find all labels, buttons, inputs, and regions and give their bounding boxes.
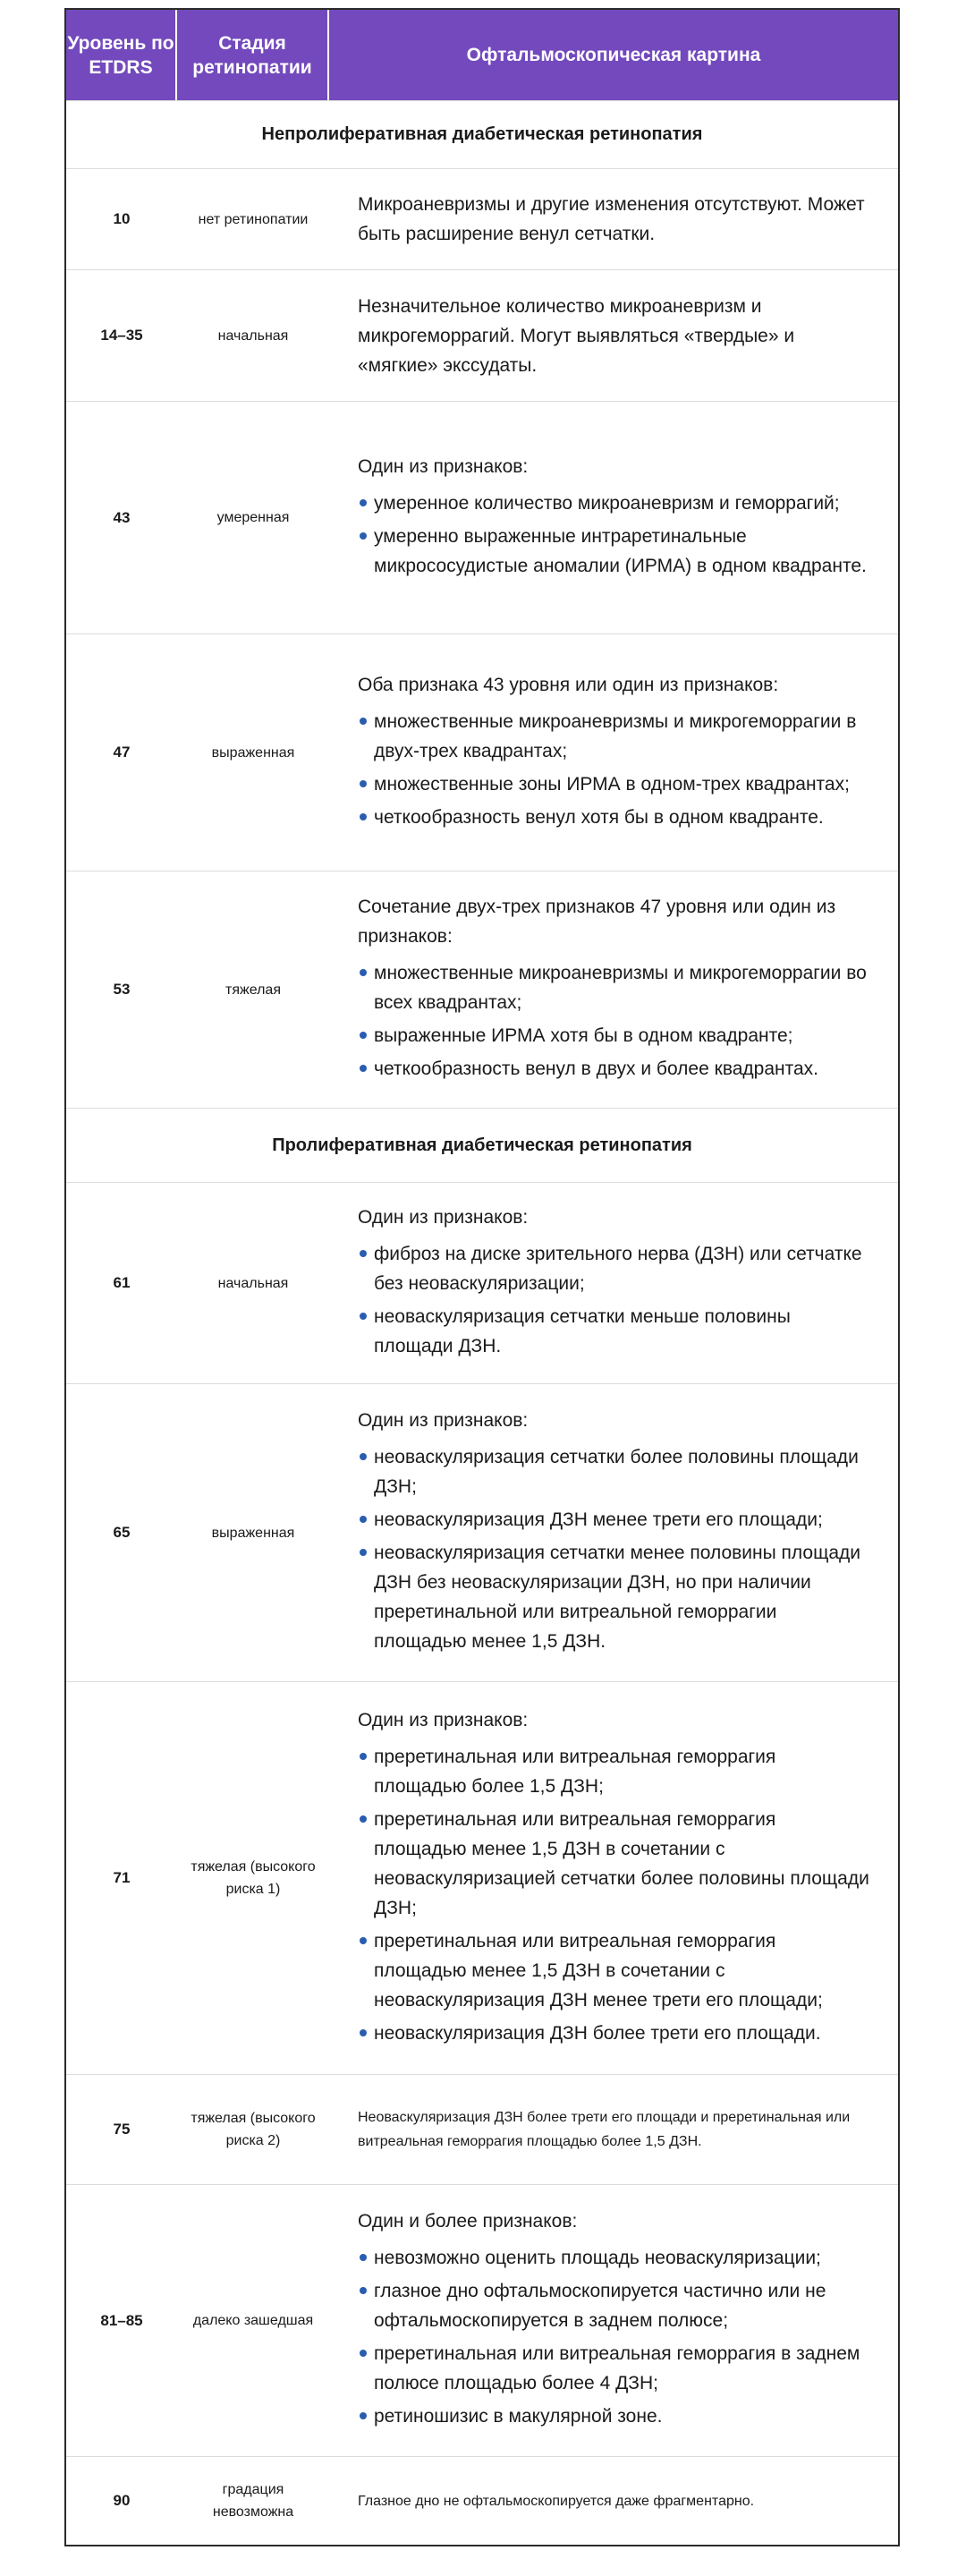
retinopathy-stage: тяжелая (высокого риска 2) — [191, 2111, 316, 2148]
etdrs-level: 75 — [113, 2121, 131, 2138]
list-item: неоваскуляризация сетчатки менее половины площади ДЗН без неоваскуляризации ДЗН, но при наличии преретинальной или витреальной геморрагии площадью менее 1,5 ДЗН. — [374, 1538, 871, 1656]
description-text: Один из признаков: — [358, 455, 529, 477]
table-row — [66, 871, 898, 1108]
description-text: Неоваскуляризация ДЗН более трети его площади и преретинальная или витреальная геморрагия площадью более 1,5 ДЗН. — [358, 2110, 851, 2149]
description-text: Один и более признаков: — [358, 2211, 578, 2232]
etdrs-level: 71 — [113, 1869, 131, 1886]
list-item: ретиношизис в макулярной зоне. — [374, 2402, 871, 2431]
retinopathy-stage: далеко зашедшая — [192, 2313, 314, 2328]
list-item: невозможно оценить площадь неоваскуляризации; — [374, 2243, 871, 2273]
retinopathy-stage: выраженная — [211, 1525, 295, 1541]
list-item: умеренное количество микроаневризм и геморрагий; — [374, 489, 871, 518]
table-row — [66, 2074, 898, 2184]
table-body — [66, 100, 898, 2545]
etdrs-level: 90 — [113, 2492, 131, 2509]
description-text: Один из признаков: — [358, 1709, 529, 1730]
table-row — [66, 1182, 898, 1383]
sign-list — [358, 1442, 871, 1660]
list-item: умеренно выраженные интраретинальные микрососудистые аномалии (ИРМА) в одном квадранте. — [374, 522, 871, 581]
list-item: четкообразность венул в двух и более квадрантах. — [374, 1054, 871, 1084]
table-row — [66, 401, 898, 633]
etdrs-level: 65 — [113, 1524, 131, 1541]
description-text: Оба признака 43 уровня или один из признаков: — [358, 674, 779, 695]
ophthalmoscopic-picture — [329, 634, 898, 871]
section-heading: Непролиферативная диабетическая ретинопатия — [66, 100, 898, 168]
list-item: преретинальная или витреальная геморрагия площадью более 1,5 ДЗН; — [374, 1742, 871, 1801]
sign-list — [358, 2243, 871, 2435]
table-row — [66, 2456, 898, 2545]
etdrs-level: 53 — [113, 981, 131, 998]
list-item: множественные микроаневризмы и микрогеморрагии во всех квадрантах; — [374, 958, 871, 1017]
table-row — [66, 2184, 898, 2456]
table-row — [66, 633, 898, 871]
retinopathy-stage: градация невозможна — [212, 2482, 294, 2520]
list-item: преретинальная или витреальная геморрагия в заднем полюсе площадью более 4 ДЗН; — [374, 2339, 871, 2398]
ophthalmoscopic-picture — [329, 2457, 898, 2545]
sign-list — [358, 707, 871, 836]
table-row — [66, 168, 898, 269]
list-item: неоваскуляризация сетчатки более половины площади ДЗН; — [374, 1442, 871, 1501]
retinopathy-stage: начальная — [217, 327, 289, 344]
table-header — [66, 10, 898, 100]
sign-list — [358, 1239, 871, 1365]
ophthalmoscopic-picture — [329, 169, 898, 269]
description-text: Один из признаков: — [358, 1410, 529, 1431]
etdrs-level: 10 — [113, 210, 131, 227]
retinopathy-stage: тяжелая (высокого риска 1) — [191, 1859, 316, 1897]
etdrs-level: 47 — [113, 744, 131, 761]
retinopathy-stage: нет ретинопатии — [198, 211, 309, 227]
list-item: неоваскуляризация ДЗН менее трети его площади; — [374, 1505, 871, 1535]
ophthalmoscopic-picture — [329, 1183, 898, 1383]
sign-list — [358, 1742, 871, 2052]
table-row — [66, 1681, 898, 2074]
list-item: множественные зоны ИРМА в одном-трех квадрантах; — [374, 769, 871, 799]
table-row — [66, 1383, 898, 1681]
list-item: неоваскуляризация сетчатки меньше половины площади ДЗН. — [374, 1302, 871, 1361]
ophthalmoscopic-picture — [329, 871, 898, 1108]
list-item: четкообразность венул хотя бы в одном квадранте. — [374, 803, 871, 832]
ophthalmoscopic-picture — [329, 1682, 898, 2074]
list-item: неоваскуляризация ДЗН более трети его площади. — [374, 2019, 871, 2048]
retinopathy-table — [64, 8, 900, 2546]
list-item: преретинальная или витреальная геморрагия площадью менее 1,5 ДЗН в сочетании с неоваскуляризация ДЗН менее трети его площади; — [374, 1926, 871, 2015]
description-text: Незначительное количество микроаневризм и микрогеморрагий. Могут выявляться «твердые» и «мягкие» экссудаты. — [358, 295, 795, 376]
retinopathy-stage: умеренная — [216, 510, 290, 525]
list-item: фиброз на диске зрительного нерва (ДЗН) или сетчатке без неоваскуляризации; — [374, 1239, 871, 1298]
ophthalmoscopic-picture — [329, 402, 898, 633]
etdrs-level: 14–35 — [100, 327, 143, 344]
sign-list — [358, 489, 871, 584]
ophthalmoscopic-picture — [329, 2075, 898, 2184]
description-text: Сочетание двух-трех признаков 47 уровня или один из признаков: — [358, 897, 836, 947]
section-heading: Пролиферативная диабетическая ретинопатия — [66, 1108, 898, 1182]
header-stage: Стадия ретинопатии — [177, 10, 329, 100]
header-picture: Офтальмоскопическая картина — [466, 45, 761, 65]
ophthalmoscopic-picture — [329, 1384, 898, 1681]
retinopathy-stage: тяжелая — [225, 982, 281, 998]
description-text: Микроаневризмы и другие изменения отсутствуют. Может быть расширение венул сетчатки. — [358, 194, 865, 244]
list-item: преретинальная или витреальная геморрагия площадью менее 1,5 ДЗН в сочетании с неоваскуляризацией сетчатки более половины площади ДЗН; — [374, 1805, 871, 1923]
retinopathy-stage: выраженная — [211, 744, 295, 761]
ophthalmoscopic-picture — [329, 270, 898, 401]
list-item: множественные микроаневризмы и микрогеморрагии в двух-трех квадрантах; — [374, 707, 871, 766]
description-text: Глазное дно не офтальмоскопируется даже фрагментарно. — [358, 2493, 755, 2509]
header-level: Уровень по ETDRS — [66, 10, 177, 100]
table-row — [66, 269, 898, 401]
list-item: выраженные ИРМА хотя бы в одном квадранте; — [374, 1021, 871, 1050]
description-text: Один из признаков: — [358, 1206, 529, 1228]
retinopathy-stage: начальная — [217, 1275, 289, 1291]
etdrs-level: 61 — [113, 1274, 131, 1291]
etdrs-level: 43 — [113, 508, 131, 526]
sign-list — [358, 958, 871, 1087]
ophthalmoscopic-picture — [329, 2185, 898, 2456]
list-item: глазное дно офтальмоскопируется частично или не офтальмоскопируется в заднем полюсе; — [374, 2276, 871, 2335]
etdrs-level: 81–85 — [100, 2311, 143, 2329]
